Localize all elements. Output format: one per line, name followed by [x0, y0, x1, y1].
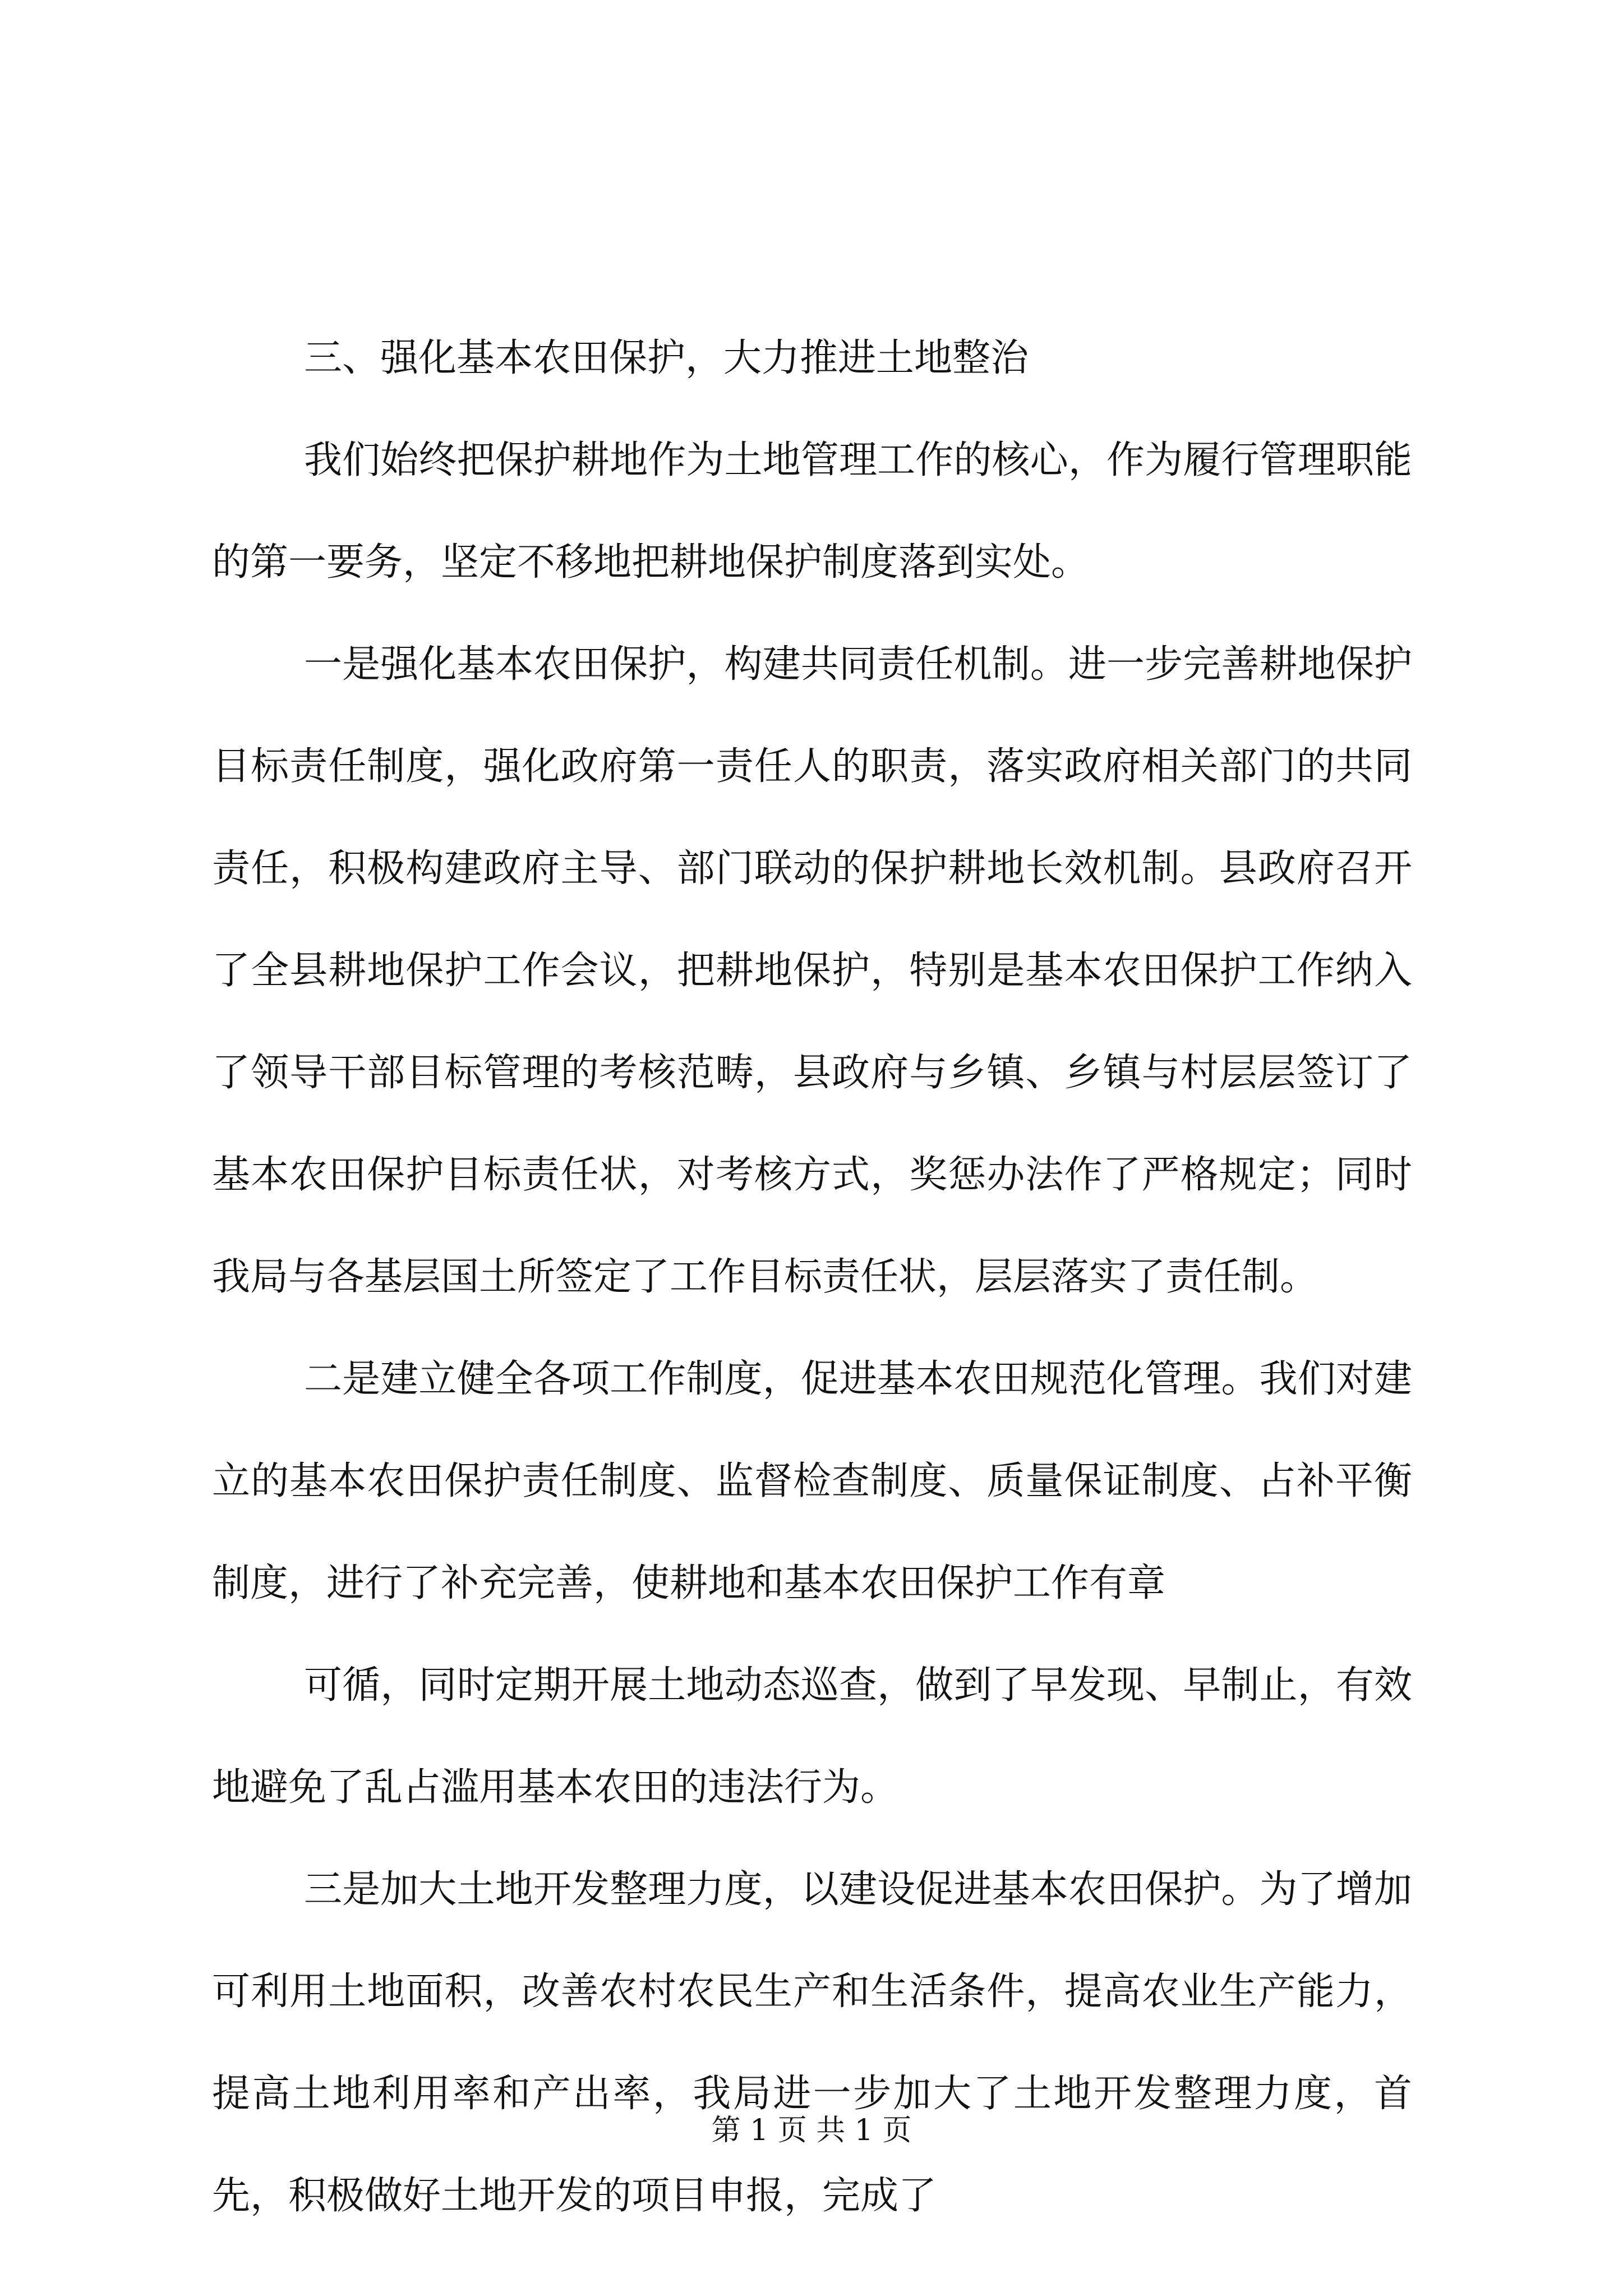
section-heading: 三、强化基本农田保护，大力推进土地整治 [304, 336, 1029, 380]
paragraph-point-two: 二是建立健全各项工作制度，促进基本农田规范化管理。我们对建立的基本农田保护责任制度、监督检查制度、质量保证制度、占补平衡制度，进行了补充完善，使耕地和基本农田保护工作有章 [212, 1357, 1412, 1605]
paragraph-point-one: 一是强化基本农田保护，构建共同责任机制。进一步完善耕地保护目标责任制度，强化政府第一责任人的职责，落实政府相关部门的共同责任，积极构建政府主导、部门联动的保护耕地长效机制。县政府召开了全县耕地保护工作会议，把耕地保护，特别是基本农田保护工作纳入了领导干部目标管理的考核范畴，县政府与乡镇、乡镇与村层层签订了基本农田保护目标责任状，对考核方式，奖惩办法作了严格规定；同时我局与各基层国土所签定了工作目标责任状，层层落实了责任制。 [212, 642, 1412, 1299]
paragraph-point-three: 三是加大土地开发整理力度，以建设促进基本农田保护。为了增加可利用土地面积，改善农村农民生产和生活条件，提高农业生产能力，提高土地利用率和产出率，我局进一步加大了土地开发整理力度，首先，积极做好土地开发的项目申报，完成了 [212, 1867, 1412, 2218]
paragraph-continuation: 可循，同时定期开展土地动态巡查，做到了早发现、早制止，有效地避免了乱占滥用基本农田的违法行为。 [212, 1663, 1412, 1810]
document-body [212, 307, 1412, 2247]
paragraph-intro: 我们始终把保护耕地作为土地管理工作的核心，作为履行管理职能的第一要务，坚定不移地把耕地保护制度落到实处。 [212, 438, 1412, 585]
page-footer: 第 1 页 共 1 页 [711, 2114, 912, 2147]
